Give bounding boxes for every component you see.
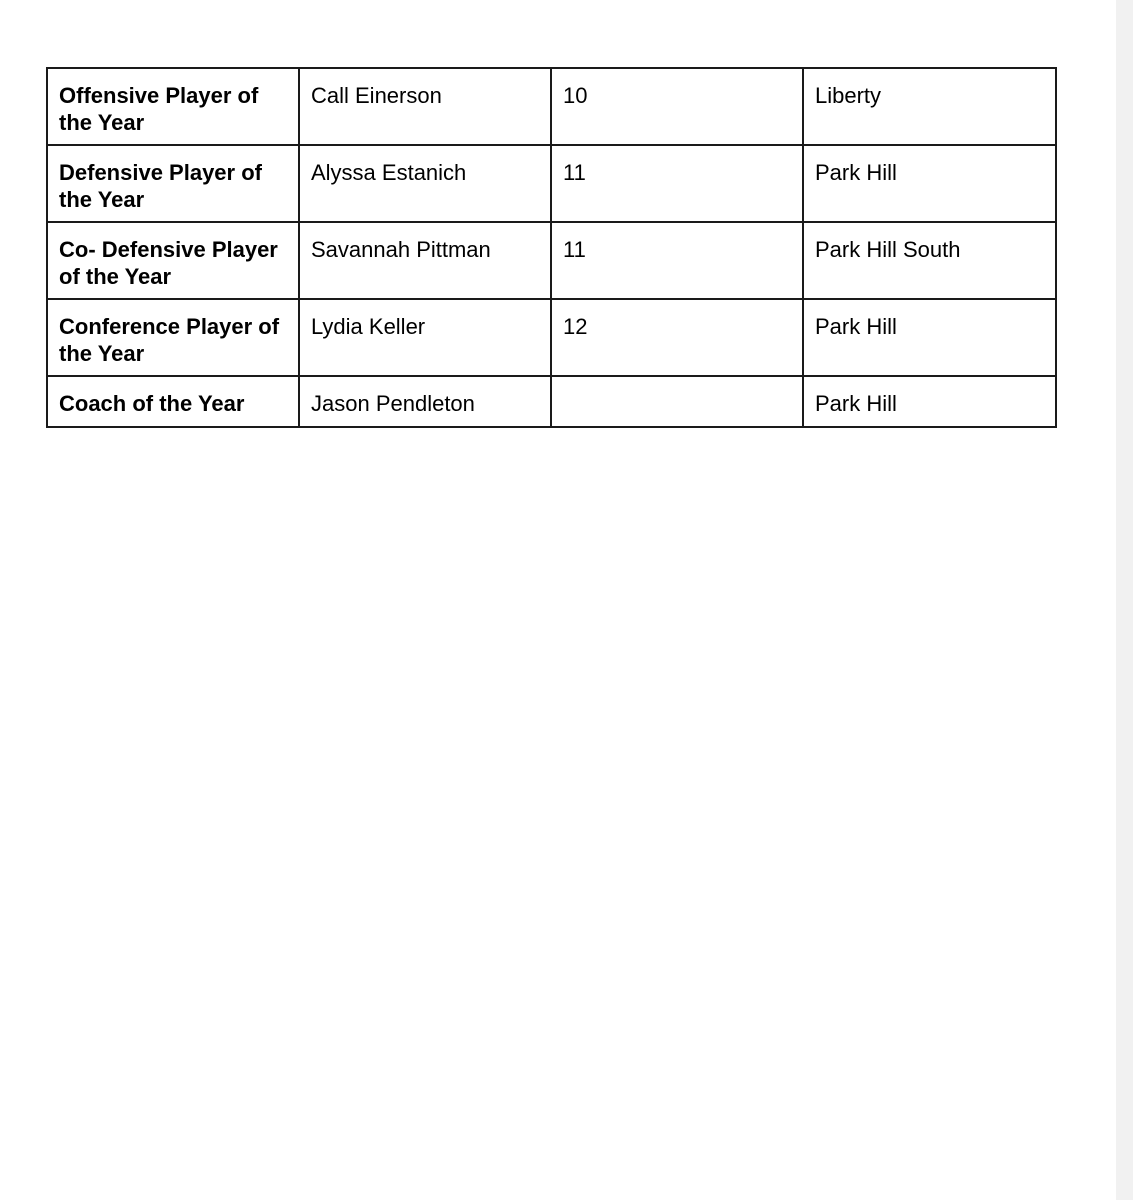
recipient-name-cell: Savannah Pittman [299,222,551,299]
table-row [47,299,1056,376]
grade-cell: 11 [551,145,803,222]
recipient-name-cell: Call Einerson [299,68,551,145]
recipient-name-cell: Lydia Keller [299,299,551,376]
award-title-cell: Coach of the Year [47,376,299,427]
award-title-cell: Co- Defensive Player of the Year [47,222,299,299]
recipient-name-cell: Alyssa Estanich [299,145,551,222]
table-row [47,376,1056,427]
school-cell: Park Hill [803,376,1056,427]
grade-cell: 11 [551,222,803,299]
page-gutter [1116,0,1133,1200]
table-row [47,145,1056,222]
grade-cell [551,376,803,427]
awards-table [46,67,1057,428]
grade-cell: 12 [551,299,803,376]
school-cell: Liberty [803,68,1056,145]
award-title-cell: Conference Player of the Year [47,299,299,376]
school-cell: Park Hill [803,145,1056,222]
grade-cell: 10 [551,68,803,145]
award-title-cell: Offensive Player of the Year [47,68,299,145]
award-title-cell: Defensive Player of the Year [47,145,299,222]
school-cell: Park Hill [803,299,1056,376]
table-row [47,68,1056,145]
table-row [47,222,1056,299]
school-cell: Park Hill South [803,222,1056,299]
recipient-name-cell: Jason Pendleton [299,376,551,427]
